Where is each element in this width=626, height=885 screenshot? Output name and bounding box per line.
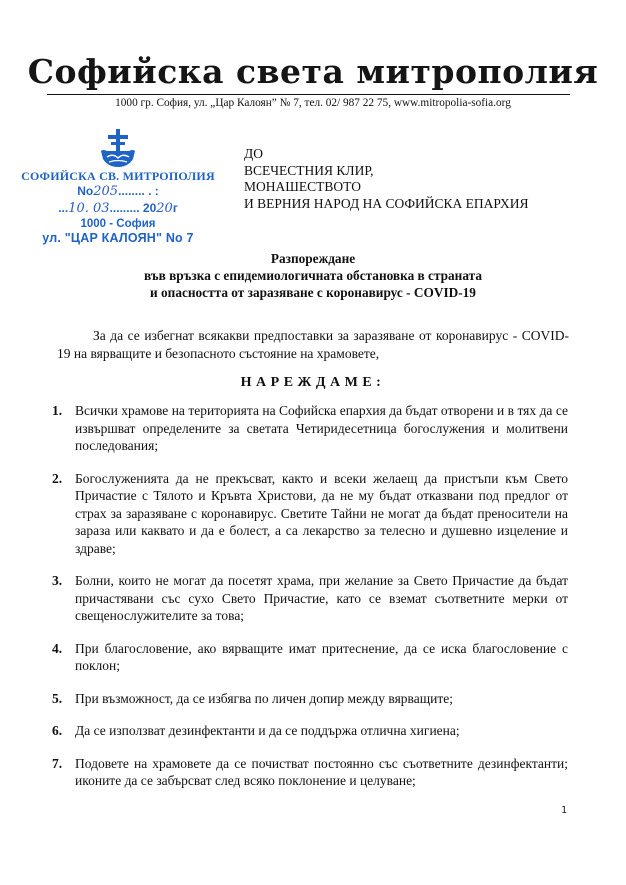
addressee-line: ВСЕЧЕСТНИЯ КЛИР, [244, 162, 374, 178]
order-item-number: 2. [52, 470, 63, 486]
order-item-text: Подовете на храмовете да се почистват постоянно със съответните дезинфектанти; иконите да се забърсват след всяко поклонение и целуване; [75, 755, 568, 788]
document-title-block [0, 250, 626, 301]
order-heading: НАРЕЖДАМЕ: [240, 375, 386, 390]
order-item-number: 6. [52, 723, 63, 738]
stamp-dots: ... [58, 201, 69, 215]
order-item-text: Болни, които не могат да посетят храма, при желание за Свето Причастие да бъдат причастявани със сухо Свето Причастие, като се вземат съответните мерки от свещенослужителите за това; [75, 573, 568, 623]
addressee-line: И ВЕРНИЯ НАРОД НА СОФИЙСКА ЕПАРХИЯ [244, 195, 529, 211]
order-item [52, 690, 568, 708]
addressee-line: МОНАШЕСТВОТО [244, 179, 361, 194]
letterhead-address: 1000 гр. София, ул. „Цар Калоян” № 7, тел. 02/ 987 22 75, www.mitropolia-sofia.org [115, 97, 511, 109]
order-item-number: 3. [52, 573, 63, 588]
stamp-dots: ........ . : [118, 184, 159, 198]
order-item-number: 5. [52, 690, 63, 706]
stamp-number-line [18, 183, 218, 200]
stamp-number-label: No [77, 184, 94, 198]
stamp-street: ул. "ЦАР КАЛОЯН" No 7 [42, 231, 194, 245]
order-item [52, 572, 568, 625]
order-item-text: При възможност, да се избягва по личен допир между вярващите; [75, 690, 453, 706]
order-item [52, 722, 568, 740]
stamp-name: СОФИЙСКА СВ. МИТРОПОЛИЯ [21, 169, 215, 183]
stamp-year-handwritten: 20 [156, 201, 173, 216]
registration-stamp [21, 127, 228, 246]
order-item-number: 1. [52, 403, 63, 418]
order-item [52, 470, 568, 558]
stamp-date-value: 10. 03 [68, 201, 110, 216]
document-title: Разпореждане [270, 251, 356, 266]
stamp-number-value: 205 [93, 184, 119, 199]
order-item [52, 402, 568, 455]
addressee-block [244, 146, 528, 212]
order-item-text: Всички храмове на територията на Софийска епархия да бъдат отворени и в тях да се извършват определените за светата Четиридесетница богослужения и молитвени последования; [75, 403, 568, 453]
order-item-text: Да се използват дезинфектанти и да се поддържа отлична хигиена; [75, 723, 460, 738]
document-subtitle-line-1: във връзка с епидемиологичната обстановка в страната [143, 268, 482, 283]
header-rule [47, 94, 570, 95]
order-items-list [0, 402, 626, 790]
stamp-dots: ......... [109, 201, 143, 215]
page-number: 1 [561, 804, 568, 816]
order-item-number: 7. [52, 755, 63, 771]
header-row [0, 127, 626, 246]
letterhead-title: Софийска света митрополия [27, 52, 599, 91]
cross-anchor-emblem-icon [93, 127, 143, 169]
order-item-number: 4. [52, 640, 63, 656]
document-subtitle-line-2: и опасността от заразяване с коронавирус - COVID-19 [150, 285, 476, 300]
order-item-text: При благословение, ако вярващите имат притеснение, да се иска благословение с поклон; [75, 640, 568, 673]
intro-paragraph: За да се избегнат всякакви предпоставки за заразяване от коронавирус - COVID-19 на вярващите и безопасното състояние на храмовете, [57, 328, 569, 361]
stamp-date-line [18, 200, 218, 217]
stamp-year-suffix: г [172, 201, 178, 215]
order-item [52, 755, 568, 790]
stamp-city: 1000 - София [80, 218, 156, 230]
addressee-line: ДО [244, 146, 263, 161]
order-item-text: Богослуженията да не прекъсват, както и всеки желаещ да пристъпи към Свето Причастие с Тялото и Кръвта Христови, да не му бъдат отказвани под предлог от страх за заразяване с коронавирус. Светите Тайни не могат да бъдат преносители на зараза или каквато и да е болест, а са лекарство за телесно и душевно изцеление и здраве; [75, 470, 568, 556]
stamp-year-prefix: 20 [142, 201, 157, 215]
order-item [52, 640, 568, 675]
